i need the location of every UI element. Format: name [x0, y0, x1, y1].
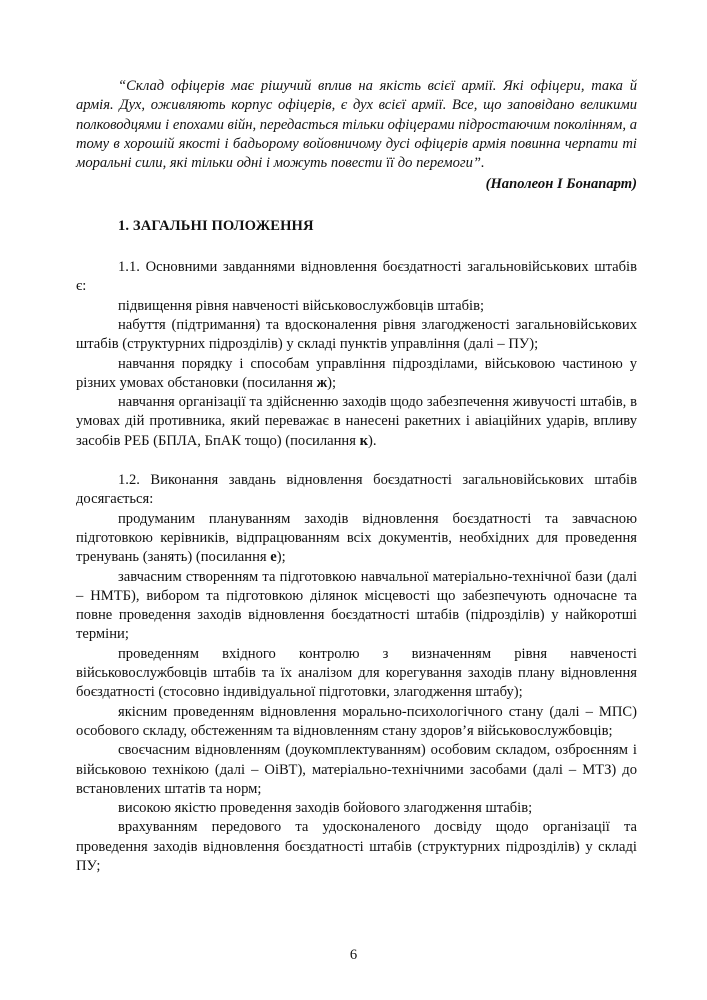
item-text-end: ); [276, 549, 286, 566]
clause-1-1-item: підвищення рівня навченості військовослужбовців штабів; [118, 297, 485, 314]
clause-1-2-intro: 1.2. Виконання завдань відновлення боєздатності загальновійськових штабів досягається: [76, 472, 637, 508]
clause-1-2-item: врахуванням передового та удосконаленого досвіду щодо організації та проведення заходів відновлення боєздатності штабів (структурних підрозділів) у складі ПУ; [76, 819, 637, 874]
clause-1-2-item [76, 510, 637, 568]
clause-1-2-item: високою якістю проведення заходів бойового злагодження штабів; [118, 800, 533, 817]
item-text: навчання порядку і способам управління підрозділами, військовою частиною у різних умовах обстановки (посилання [76, 355, 637, 391]
page-content [76, 77, 637, 876]
item-text: продуманим плануванням заходів відновлення боєздатності та завчасною підготовкою керівників, відпрацюванням всіх документів, необхідних для проведення тренувань (занять) (посилання [76, 510, 637, 566]
epigraph-quote: “Склад офіцерів має рішучий вплив на якість всієї армії. Які офіцери, така й армія. Дух, оживляють корпус офіцерів, є дух всієї армії. Все, що заповідано великими полководцями і епохами війн, передасться тільки офіцерами підростаючим поколінням, а тому в хорошій якості і бадьорому войовничому дусі офіцерів армія повинна черпати ті моральні сили, які тільки одні і можуть повести її до перемоги”. [76, 78, 637, 172]
item-text-end: ); [327, 374, 337, 391]
reference-letter: ж [316, 374, 328, 391]
clause-1-1-item: набуття (підтримання) та вдосконалення рівня злагодженості загальновійськових штабів (структурних підрозділів) у складі пунктів управління (далі – ПУ); [76, 316, 637, 353]
page-number: 6 [349, 947, 358, 963]
clause-1-2-item: своєчасним відновленням (доукомплектуванням) особовим складом, озброєнням і військовою технікою (далі – ОіВТ), матеріально-технічними засобами (далі – МТЗ) до встановлених штатів та норм; [76, 742, 637, 797]
item-text-end: ). [368, 432, 377, 449]
reference-letter: к [359, 432, 369, 449]
section-heading: 1. ЗАГАЛЬНІ ПОЛОЖЕННЯ [118, 217, 314, 234]
item-text: навчання організації та здійсненню заходів щодо забезпечення живучості штабів, в умовах дій противника, який переважає в нанесені ракетних і авіаційних ударів, впливу засобів РЕБ (БПЛА, БпАК тощо) (посилання [76, 394, 637, 449]
epigraph-author: (Наполеон І Бонапарт) [485, 176, 637, 193]
clause-1-1-item [76, 355, 637, 394]
clause-1-2-item: якісним проведенням відновлення морально-психологічного стану (далі – МПС) особового складу, обстеженням та відновленням стану здоров’я військовослужбовців; [76, 703, 637, 739]
clause-1-1-item [76, 393, 637, 451]
clause-1-1-intro: 1.1. Основними завданнями відновлення боєздатності загальновійськових штабів є: [76, 259, 637, 295]
clause-1-2-item: проведенням вхідного контролю з визначенням рівня навченості військовослужбовців штабів та їх аналізом для корегування заходів плану відновлення боєздатності (стосовно індивідуальної підготовки, злагодження штабу); [76, 645, 637, 701]
reference-letter: е [270, 549, 277, 566]
clause-1-2-item: завчасним створенням та підготовкою навчальної матеріально-технічної бази (далі – НМТБ), вибором та підготовкою ділянок місцевості що забезпечують одночасне та повне проведення заходів відновлення боєздатності штабів (підрозділів) у найкоротші терміни; [76, 568, 637, 643]
